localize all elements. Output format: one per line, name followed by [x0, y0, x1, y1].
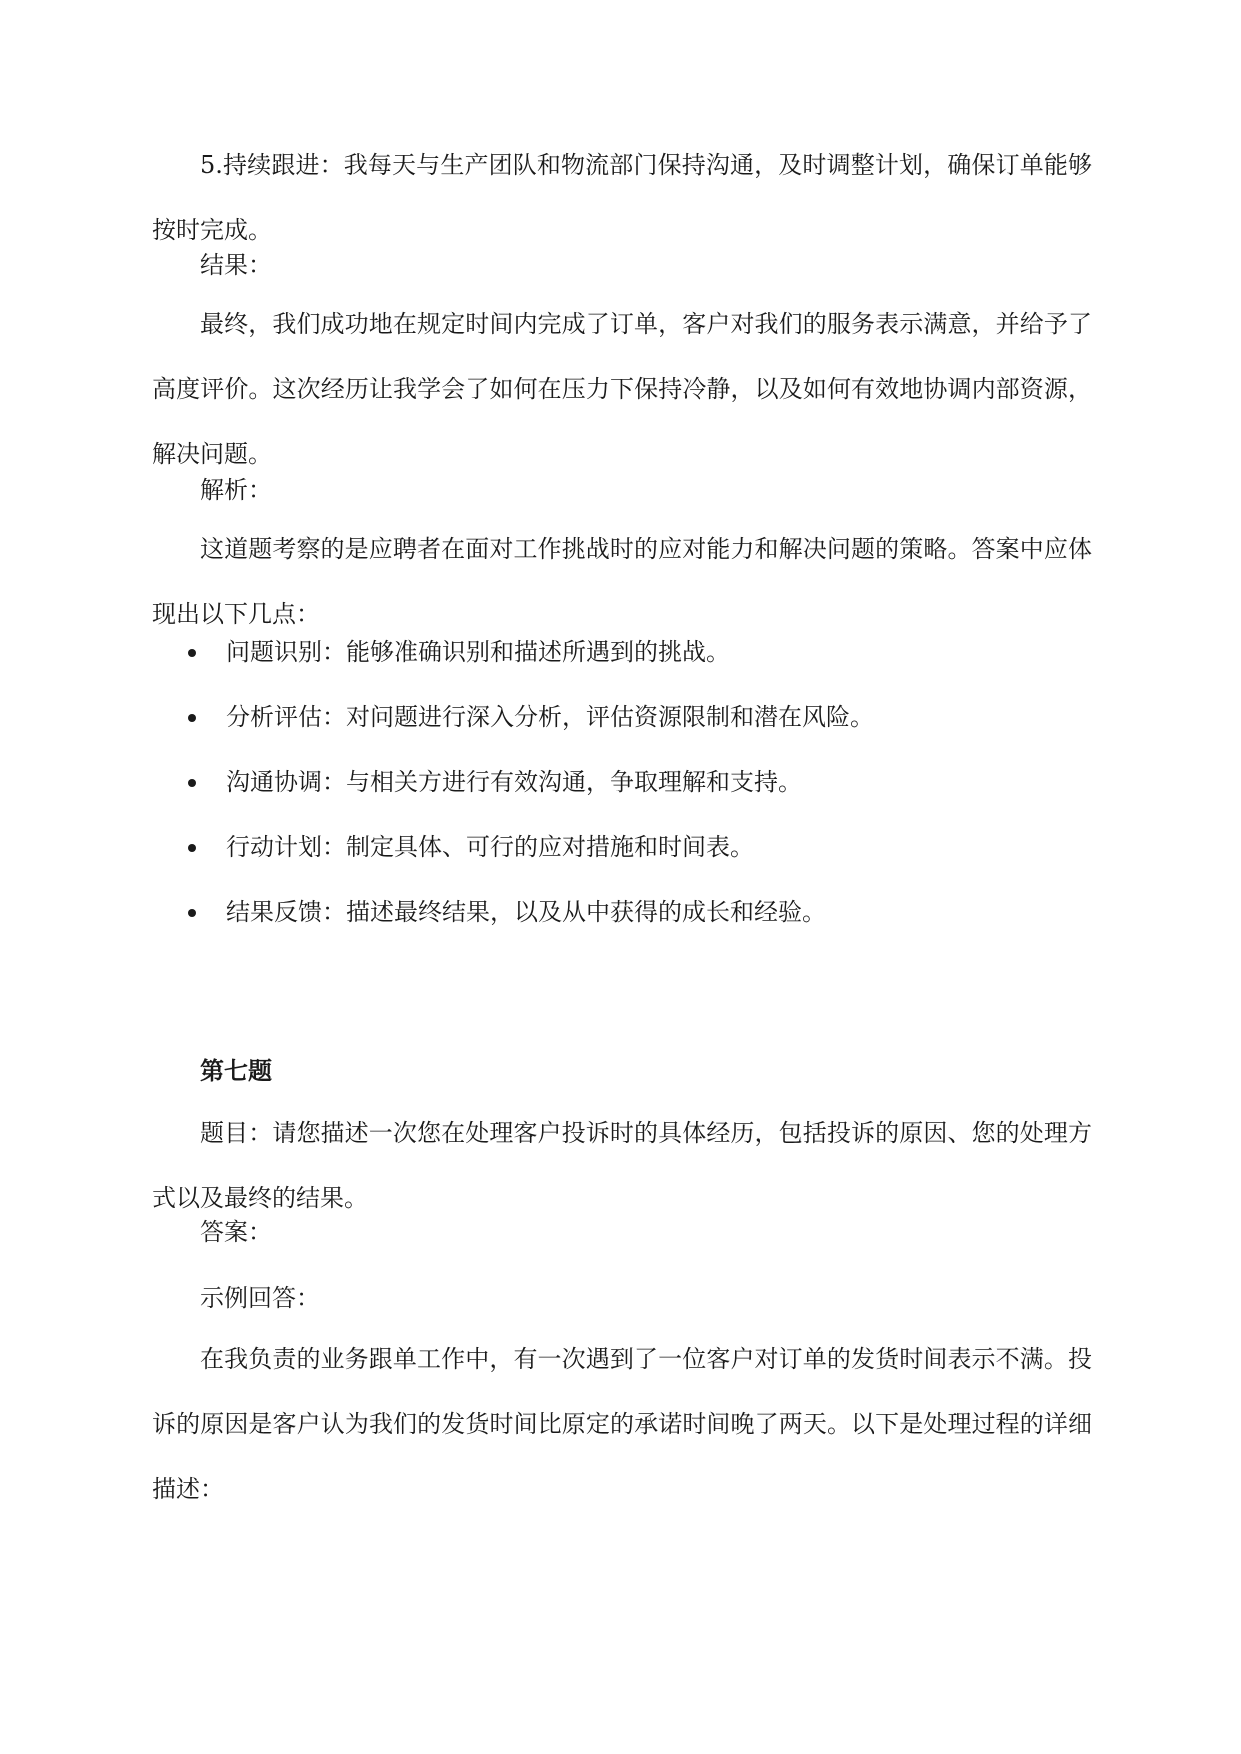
bullet-icon: [188, 714, 196, 722]
bullet-icon: [188, 779, 196, 787]
list-item: [152, 620, 1092, 685]
list-item-text: 分析评估：对问题进行深入分析，评估资源限制和潜在风险。: [226, 703, 874, 731]
bullet-icon: [188, 649, 196, 657]
list-item-text: 沟通协调：与相关方进行有效沟通，争取理解和支持。: [226, 768, 802, 796]
bullet-icon: [188, 909, 196, 917]
list-item: [152, 815, 1092, 880]
paragraph-sample-label: 示例回答：: [200, 1284, 320, 1312]
list-item-text: 结果反馈：描述最终结果，以及从中获得的成长和经验。: [226, 898, 826, 926]
section-heading: 第七题: [200, 1056, 272, 1085]
paragraph-follow-up: 5.持续跟进：我每天与生产团队和物流部门保持沟通，及时调整计划，确保订单能够按时完成。: [152, 151, 1092, 244]
list-item-text: 行动计划：制定具体、可行的应对措施和时间表。: [226, 833, 754, 861]
paragraph-answer-label: 答案：: [200, 1218, 272, 1246]
list-item: [152, 750, 1092, 815]
paragraph-sample-answer: 在我负责的业务跟单工作中，有一次遇到了一位客户对订单的发货时间表示不满。投诉的原因是客户认为我们的发货时间比原定的承诺时间晚了两天。以下是处理过程的详细描述：: [152, 1345, 1092, 1503]
list-item: [152, 685, 1092, 750]
analysis-bullet-list: [152, 620, 1092, 945]
list-item: [152, 880, 1092, 945]
paragraph-result: 最终，我们成功地在规定时间内完成了订单，客户对我们的服务表示满意，并给予了高度评价。这次经历让我学会了如何在压力下保持冷静，以及如何有效地协调内部资源，解决问题。: [152, 310, 1092, 468]
list-item-text: 问题识别：能够准确识别和描述所遇到的挑战。: [226, 638, 730, 666]
paragraph-analysis-label: 解析：: [200, 476, 272, 504]
paragraph-result-label: 结果：: [200, 251, 272, 279]
bullet-icon: [188, 844, 196, 852]
paragraph-question: 题目：请您描述一次您在处理客户投诉时的具体经历，包括投诉的原因、您的处理方式以及最终的结果。: [152, 1119, 1092, 1212]
paragraph-analysis: 这道题考察的是应聘者在面对工作挑战时的应对能力和解决问题的策略。答案中应体现出以下几点：: [152, 535, 1092, 628]
